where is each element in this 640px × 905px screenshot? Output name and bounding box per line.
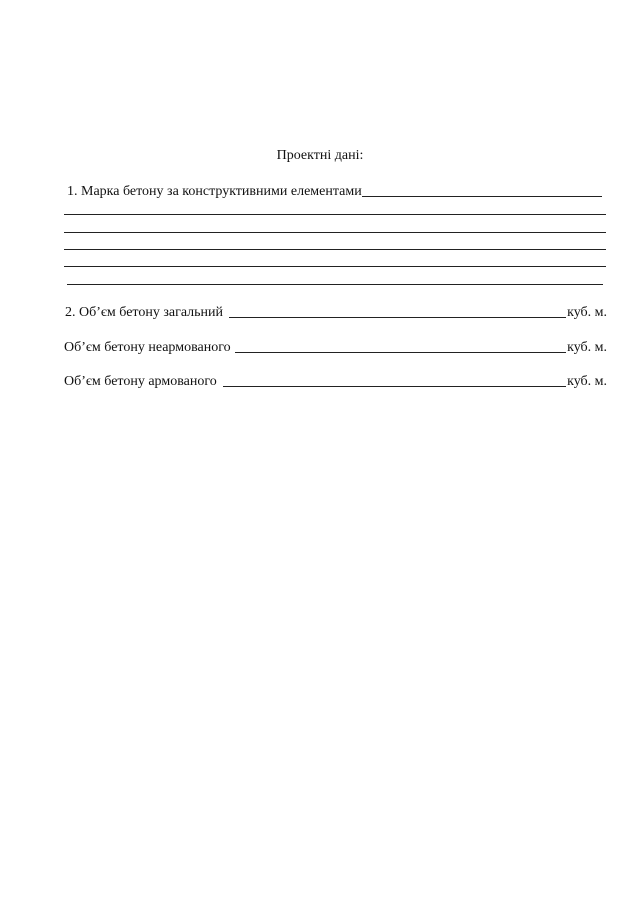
blank-line[interactable] [64,232,606,233]
volume-total-label: 2. Об’єм бетону загальний [65,305,224,320]
blank-line[interactable] [64,266,606,267]
volume-reinforced-label: Об’єм бетону армованого [64,374,217,389]
volume-total-row [65,303,607,321]
blank-line[interactable] [67,284,603,285]
concrete-grade-field[interactable] [362,182,602,197]
page-title: Проектні дані: [276,148,364,163]
volume-reinforced-unit: куб. м. [567,374,607,389]
concrete-grade-row [67,182,603,200]
blank-line[interactable] [64,249,606,250]
volume-unreinforced-label: Об’єм бетону неармованого [64,340,231,355]
volume-total-field[interactable] [229,303,566,318]
volume-unreinforced-row [64,338,607,356]
blank-line[interactable] [64,214,606,215]
volume-unreinforced-field[interactable] [235,338,566,353]
volume-reinforced-field[interactable] [223,372,566,387]
volume-reinforced-row [64,372,607,390]
volume-total-unit: куб. м. [567,305,607,320]
volume-unreinforced-unit: куб. м. [567,340,607,355]
concrete-grade-label: 1. Марка бетону за конструктивними елементами [67,184,362,199]
